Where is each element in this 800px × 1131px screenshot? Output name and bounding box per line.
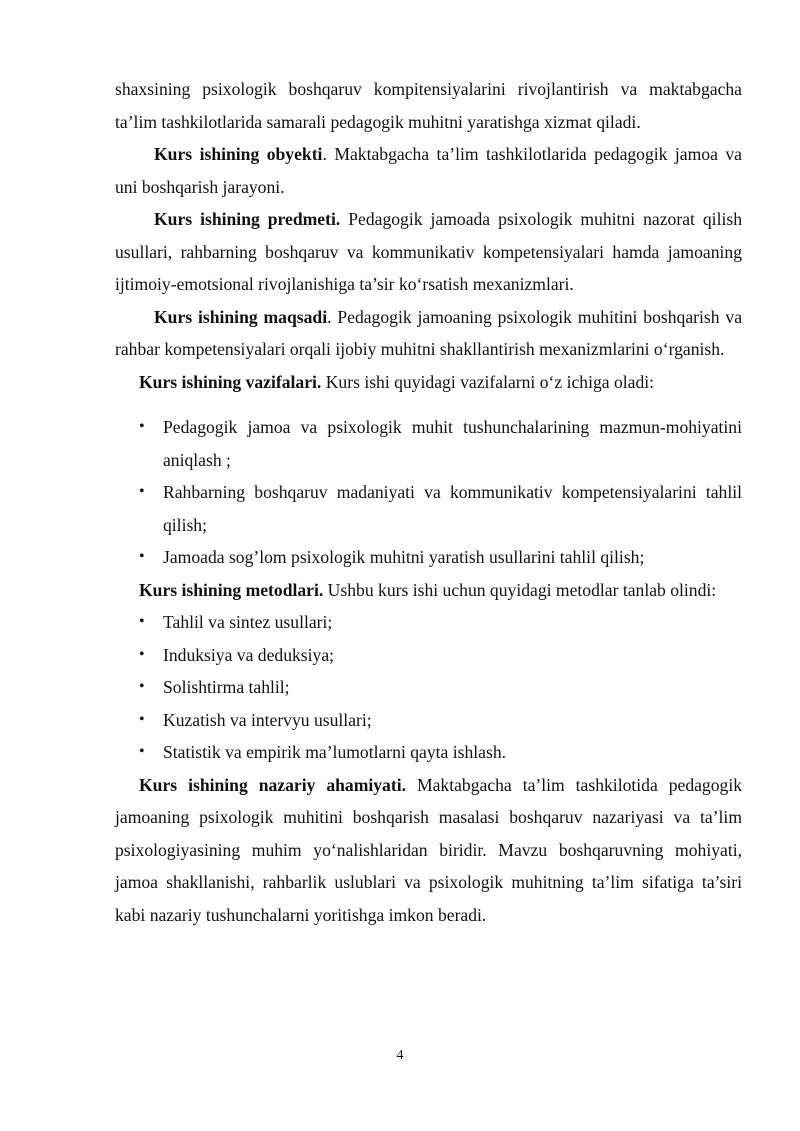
bullet-icon: •: [139, 645, 145, 663]
object-text: . Maktabgacha ta’lim tashkilotlarida pedagogik jamoa va uni boshqarish jarayoni.: [115, 144, 742, 197]
methods-text: Ushbu kurs ishi uchun quyidagi metodlar tanlab olindi:: [323, 579, 717, 600]
object-label: Kurs ishining obyekti: [154, 144, 323, 164]
bullet-icon: •: [139, 548, 145, 565]
tasks-paragraph: [115, 366, 742, 399]
bullet-icon: •: [139, 483, 145, 500]
significance-text: Maktabgacha ta’lim tashkilotida pedagogik jamoaning psixologik muhitini boshqarish masalasi boshqaruv nazariyasi va ta’lim psixologiyasining muhim yo‘nalishlaridan biridir. Mavzu boshqaruvning mohiyati, jamoa shakllanishi, rahbarlik uslublari va psixologik muhitning ta’lim sifatiga ta’siri kabi nazariy tushunchalarni yoritishga imkon beradi.: [115, 774, 743, 925]
methods-list: [115, 606, 742, 769]
tasks-text: Kurs ishi quyidagi vazifalarni o‘z ichiga oladi:: [321, 371, 655, 392]
significance-paragraph: [115, 769, 742, 932]
bullet-icon: •: [139, 710, 145, 728]
tasks-list: [115, 411, 742, 574]
bullet-icon: •: [139, 418, 145, 435]
methods-label: Kurs ishining metodlari.: [139, 579, 324, 600]
goal-paragraph: [115, 301, 742, 366]
bullet-icon: •: [139, 678, 145, 695]
goal-text: . Pedagogik jamoaning psixologik muhitini boshqarish va rahbar kompetensiyalari orqali ijobiy muhitni shakllantirish mexanizmlarini o‘rganish.: [115, 306, 743, 359]
object-paragraph: [115, 138, 742, 203]
list-item: • Induksiya va deduksiya;: [115, 639, 742, 672]
list-item: • Pedagogik jamoa va psixologik muhit tushunchalarining mazmun-mohiyatini aniqlash ;: [115, 411, 742, 476]
body-text: [115, 73, 742, 931]
list-item: • Solishtirma tahlil;: [115, 671, 742, 704]
list-item: • Statistik va empirik ma’lumotlarni qayta ishlash.: [115, 736, 742, 769]
list-item: • Rahbarning boshqaruv madaniyati va kommunikativ kompetensiyalarini tahlil qilish;: [115, 476, 742, 541]
subject-text: Pedagogik jamoada psixologik muhitni nazorat qilish usullari, rahbarning boshqaruv va kommunikativ kompetensiyalari hamda jamoaning ijtimoiy-emotsional rivojlanishiga ta’sir ko‘rsatish mexanizmlari.: [115, 209, 742, 294]
subject-label: Kurs ishining predmeti.: [154, 209, 341, 229]
methods-paragraph: [115, 574, 742, 607]
significance-label: Kurs ishining nazariy ahamiyati.: [139, 774, 407, 795]
subject-paragraph: [115, 203, 742, 301]
goal-label: Kurs ishining maqsadi: [154, 306, 328, 327]
bullet-icon: •: [139, 743, 145, 760]
intro-paragraph: shaxsining psixologik boshqaruv kompitensiyalarini rivojlantirish va maktabgacha ta’lim tashkilotlarida samarali pedagogik muhitni yaratishga xizmat qiladi.: [115, 79, 742, 132]
list-item: • Kuzatish va intervyu usullari;: [115, 704, 742, 737]
bullet-icon: •: [139, 613, 145, 630]
page-number: 4: [396, 1048, 404, 1063]
list-item: • Jamoada sog’lom psixologik muhitni yaratish usullarini tahlil qilish;: [115, 541, 742, 574]
list-item: • Tahlil va sintez usullari;: [115, 606, 742, 639]
tasks-label: Kurs ishining vazifalari.: [139, 371, 322, 392]
